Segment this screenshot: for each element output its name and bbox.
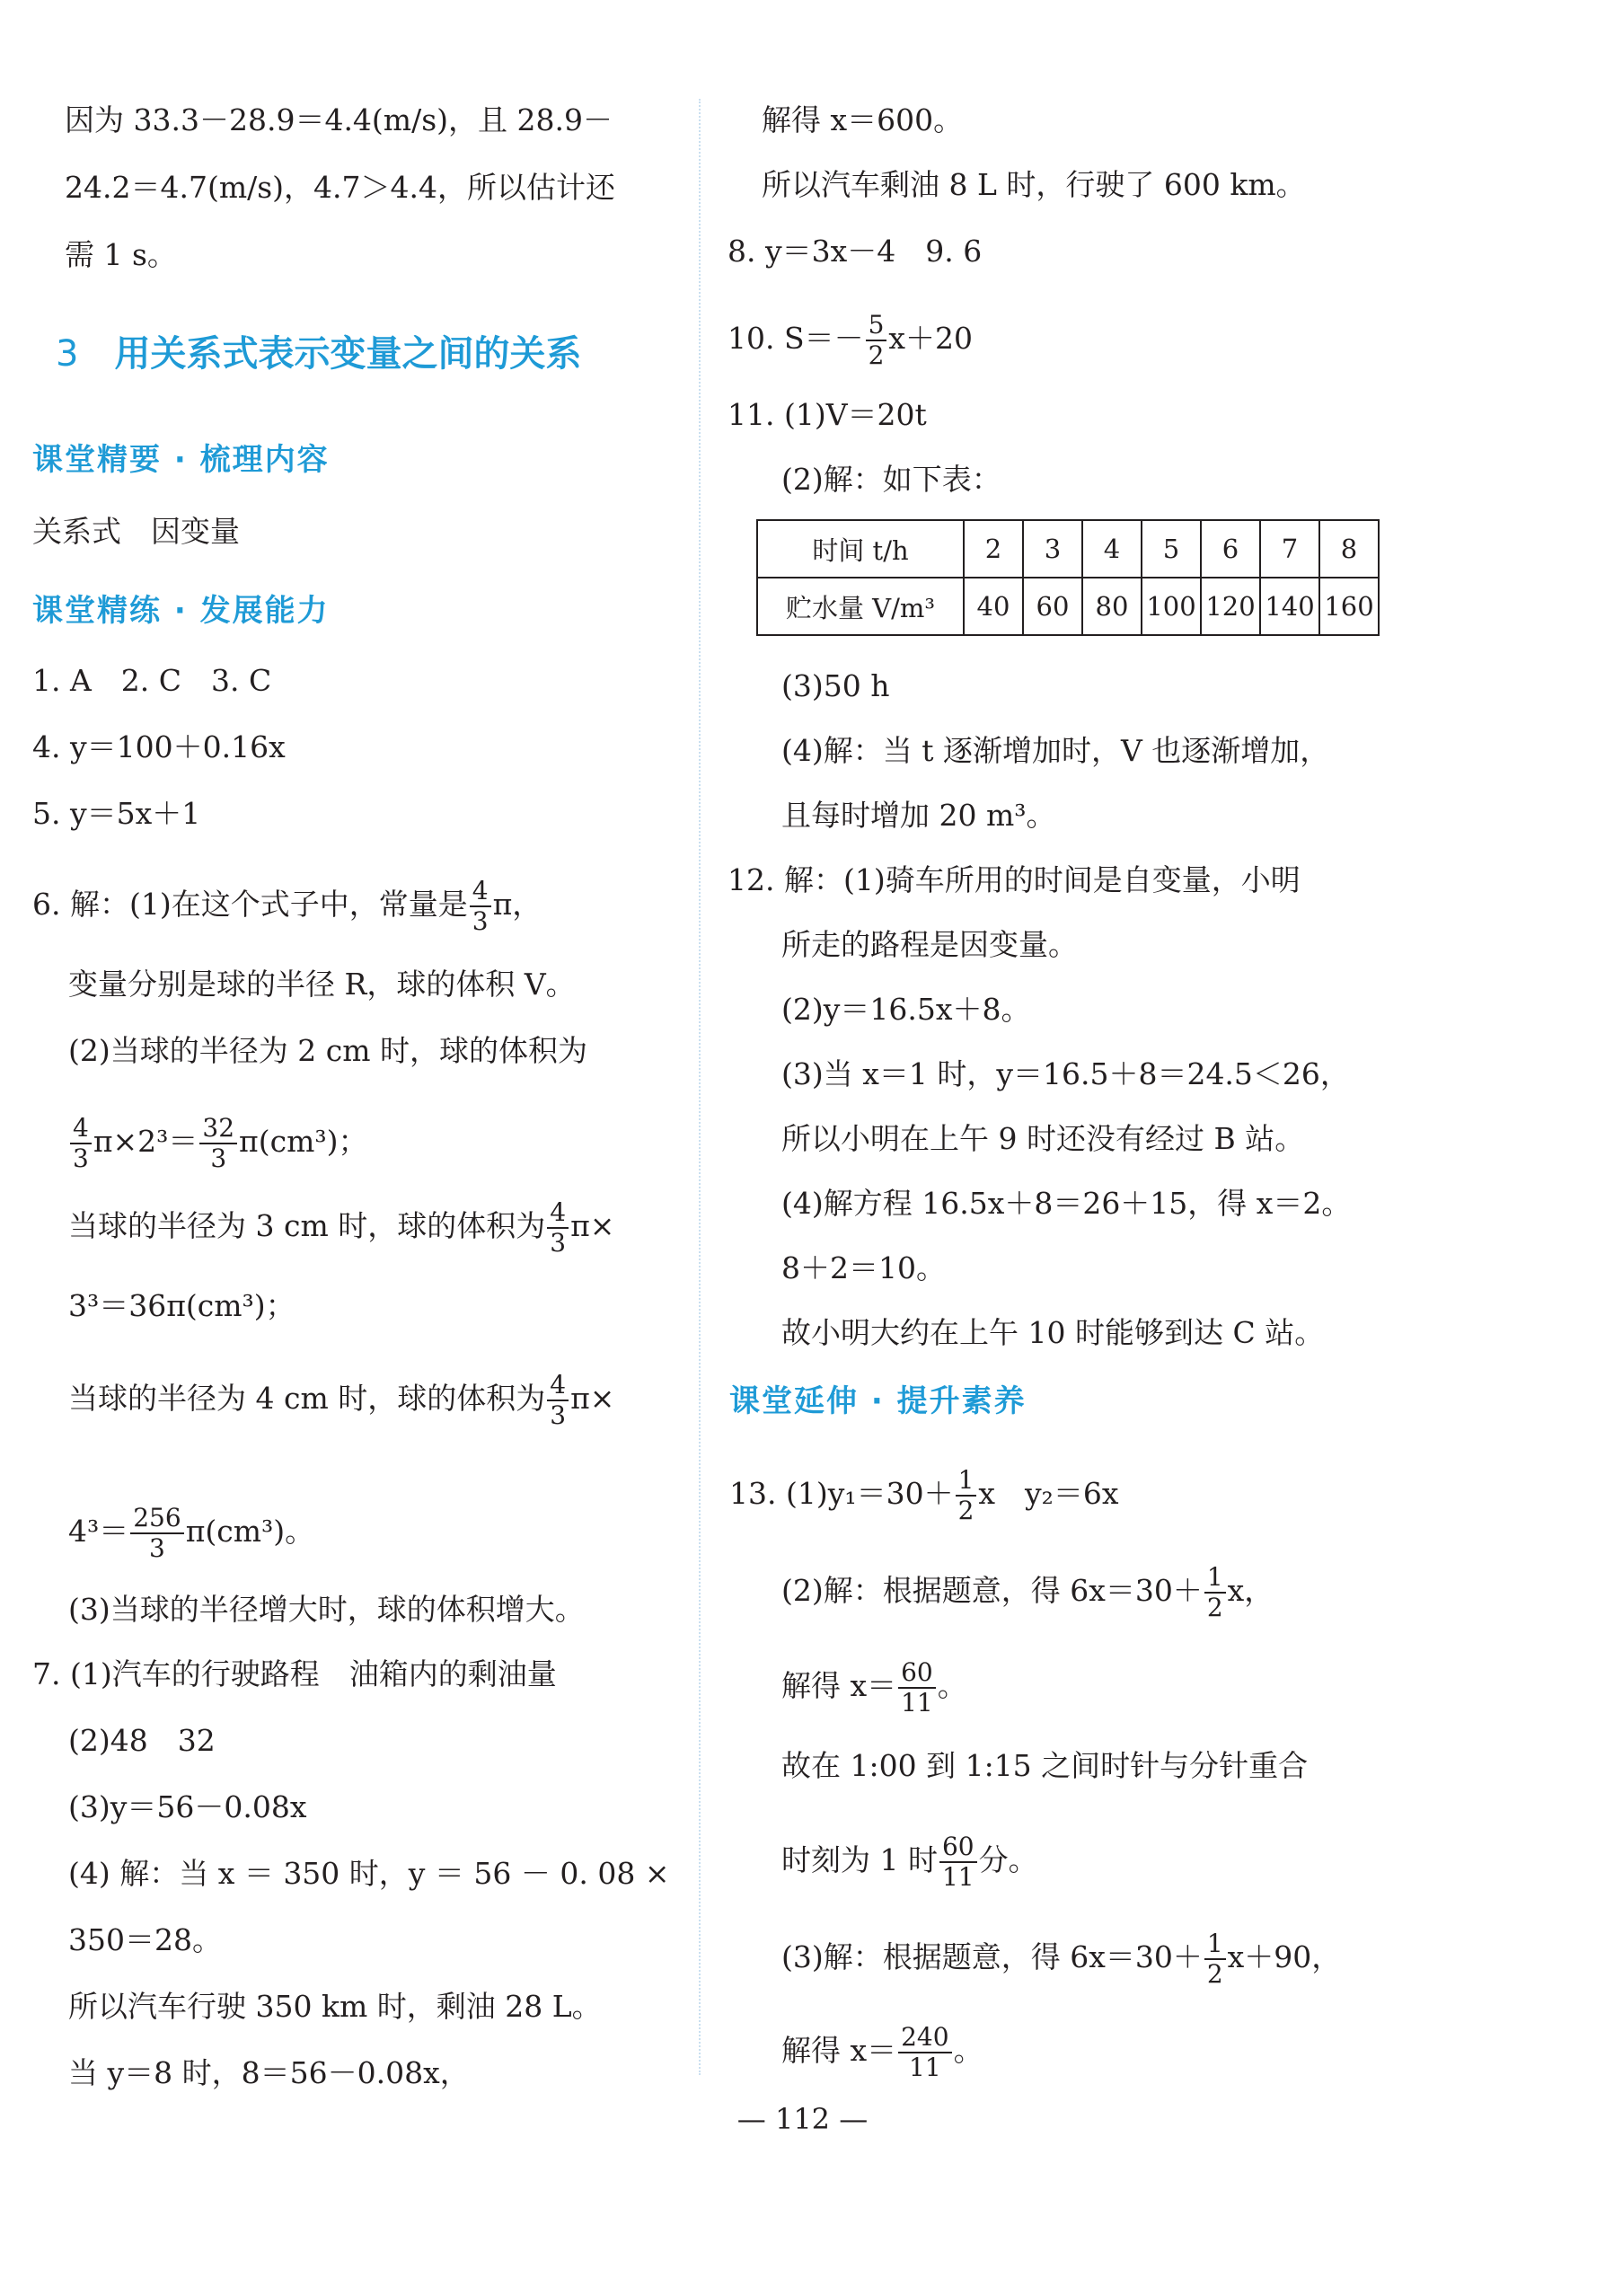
answer-13-solve-2 xyxy=(781,2023,983,2082)
table-cell: 3 xyxy=(1023,520,1082,578)
answer-7-y8: 当 y＝8 时，8＝56－0.08x， xyxy=(68,2055,470,2090)
q6-unit: π(cm³)； xyxy=(239,1124,368,1159)
fraction-1-2: $\frac{1}{2}$ xyxy=(1204,1563,1226,1622)
heading-practice: 课堂精练 · 发展能力 xyxy=(32,593,330,629)
q13-part2-tail: x， xyxy=(1227,1573,1274,1608)
heading-summary: 课堂精要 · 梳理内容 xyxy=(32,442,330,478)
heading-extension: 课堂延伸 · 提升素养 xyxy=(729,1383,1027,1419)
answer-12-b-station: 所以小明在上午 9 时还没有经过 B 站。 xyxy=(781,1121,1305,1156)
q6-text: 6. 解：(1)在这个式子中，常量是 xyxy=(32,887,468,922)
section-title-text: 用关系式表示变量之间的关系 xyxy=(114,333,582,375)
water-table xyxy=(756,519,1380,636)
q10-tail: x＋20 xyxy=(888,321,974,356)
answer-10 xyxy=(728,311,973,370)
table-cell: 40 xyxy=(964,578,1023,635)
answer-13-solve-1 xyxy=(781,1658,967,1718)
fraction-60-11: $\frac{60}{11}$ xyxy=(939,1832,977,1892)
answer-5: 5. y＝5x＋1 xyxy=(32,796,201,831)
answer-12-dependent: 所走的路程是因变量。 xyxy=(781,927,1078,962)
fraction-4-3: $\frac{4}{3}$ xyxy=(547,1198,569,1258)
table-cell: 80 xyxy=(1082,578,1142,635)
column-divider xyxy=(699,99,701,2075)
answer-13-part3 xyxy=(781,1930,1341,1989)
answer-6-volume-4 xyxy=(68,1504,314,1563)
fraction-4-3: $\frac{4}{3}$ xyxy=(70,1114,92,1173)
table-cell: 7 xyxy=(1260,520,1319,578)
left-line-1: 因为 33.3－28.9＝4.4(m/s)，且 28.9－ xyxy=(65,102,613,137)
q13-solve-tail: 。 xyxy=(937,1668,967,1703)
answer-4: 4. y＝100＋0.16x xyxy=(32,729,286,764)
answer-11-part1: 11. (1)V＝20t xyxy=(728,397,927,432)
answer-6-part1 xyxy=(32,877,542,936)
q13-solve2-head: 解得 x＝ xyxy=(781,2033,897,2068)
answer-11-part2: (2)解：如下表： xyxy=(781,462,1001,497)
answer-6-radius-4 xyxy=(68,1371,614,1430)
q6-unit: π(cm³)。 xyxy=(185,1514,315,1549)
answer-7-part2: (2)48 32 xyxy=(68,1723,216,1758)
fraction-1-2: $\frac{1}{2}$ xyxy=(1204,1930,1226,1989)
q6-radius4-text: 当球的半径为 4 cm 时，球的体积为 xyxy=(68,1381,546,1416)
q13-solve-head: 解得 x＝ xyxy=(781,1668,897,1703)
fraction-4-3: $\frac{4}{3}$ xyxy=(547,1371,569,1430)
answer-12-part4: (4)解方程 16.5x＋8＝26＋15，得 x＝2。 xyxy=(781,1186,1352,1221)
answer-8-9: 8. y＝3x－4 9. 6 xyxy=(728,234,983,269)
answer-7-conclusion: 所以汽车行驶 350 km 时，剩油 28 L。 xyxy=(68,1989,602,2024)
q13-part2-head: (2)解：根据题意，得 6x＝30＋ xyxy=(781,1573,1203,1608)
table-cell: 6 xyxy=(1201,520,1260,578)
table-cell: 140 xyxy=(1260,578,1319,635)
table-cell: 2 xyxy=(964,520,1023,578)
table-row-label-volume: 贮水量 V/m³ xyxy=(757,578,964,635)
table-cell: 5 xyxy=(1142,520,1201,578)
answer-6-variables: 变量分别是球的半径 R，球的体积 V。 xyxy=(68,967,576,1002)
answer-7-part4: (4) 解：当 x ＝ 350 时，y ＝ 56 － 0. 08 × xyxy=(68,1856,670,1891)
q6-expr: π×2³＝ xyxy=(93,1124,198,1159)
answer-6-part3: (3)当球的半径增大时，球的体积增大。 xyxy=(68,1592,585,1627)
answer-6-volume-3: 3³＝36π(cm³)； xyxy=(68,1288,295,1323)
fraction-5-2: $\frac{5}{2}$ xyxy=(866,311,887,370)
page-number: — 112 — xyxy=(736,2102,869,2136)
table-cell: 160 xyxy=(1319,578,1379,635)
left-line-3: 需 1 s。 xyxy=(65,237,177,272)
answer-1-3: 1. A 2. C 3. C xyxy=(32,663,272,698)
answer-7-part3: (3)y＝56－0.08x xyxy=(68,1789,307,1824)
table-cell: 100 xyxy=(1142,578,1201,635)
q13-tail: x y₂＝6x xyxy=(978,1476,1119,1511)
q6-head: 4³＝ xyxy=(68,1514,129,1549)
answer-13-time xyxy=(781,1832,1038,1892)
q13-time-tail: 分。 xyxy=(978,1842,1038,1877)
q13-part3-head: (3)解：根据题意，得 6x＝30＋ xyxy=(781,1939,1203,1974)
answer-12-conclusion: 故小明大约在上午 10 时能够到达 C 站。 xyxy=(781,1315,1325,1350)
answer-13-part2 xyxy=(781,1563,1274,1622)
answer-6-radius-3 xyxy=(68,1198,614,1258)
answer-13-overlap: 故在 1:00 到 1:15 之间时针与分针重合 xyxy=(781,1748,1309,1783)
table-row xyxy=(757,578,1379,635)
answer-pre: 关系式 因变量 xyxy=(32,514,240,549)
fraction-60-11: $\frac{60}{11}$ xyxy=(898,1658,936,1718)
q6-radius3-text: 当球的半径为 3 cm 时，球的体积为 xyxy=(68,1208,546,1243)
answer-7-part1: 7. (1)汽车的行驶路程 油箱内的剩油量 xyxy=(32,1656,557,1691)
table-cell: 60 xyxy=(1023,578,1082,635)
answer-12-part1: 12. 解：(1)骑车所用的时间是自变量，小明 xyxy=(728,862,1301,897)
fraction-32-3: $\frac{32}{3}$ xyxy=(199,1114,237,1173)
q13-solve2-tail: 。 xyxy=(953,2033,983,2068)
fraction-4-3: $\frac{4}{3}$ xyxy=(470,877,491,936)
q13-head: 13. (1)y₁＝30＋ xyxy=(729,1476,954,1511)
answer-6-part2: (2)当球的半径为 2 cm 时，球的体积为 xyxy=(68,1033,587,1068)
answer-11-part4: (4)解：当 t 逐渐增加时，V 也逐渐增加， xyxy=(781,733,1330,768)
table-cell: 120 xyxy=(1201,578,1260,635)
right-line-1: 解得 x＝600。 xyxy=(762,102,964,137)
fraction-1-2: $\frac{1}{2}$ xyxy=(956,1466,977,1525)
fraction-256-3: $\frac{256}{3}$ xyxy=(130,1504,183,1563)
answer-12-part3: (3)当 x＝1 时，y＝16.5＋8＝24.5＜26， xyxy=(781,1056,1350,1091)
table-cell: 4 xyxy=(1082,520,1142,578)
q6-times: π× xyxy=(570,1381,615,1416)
answer-11-part3: (3)50 h xyxy=(781,668,890,703)
right-line-2: 所以汽车剩油 8 L 时，行驶了 600 km。 xyxy=(762,167,1306,202)
q13-part3-tail: x＋90， xyxy=(1227,1939,1342,1974)
table-cell: 8 xyxy=(1319,520,1379,578)
q10-head: 10. S＝－ xyxy=(728,321,864,356)
fraction-240-11: $\frac{240}{11}$ xyxy=(898,2023,951,2082)
answer-12-part2: (2)y＝16.5x＋8。 xyxy=(781,992,1031,1027)
q6-pi: π， xyxy=(492,887,542,922)
section-number: 3 xyxy=(56,333,79,375)
table-row-label-time: 时间 t/h xyxy=(757,520,964,578)
answer-6-volume-2 xyxy=(68,1114,368,1173)
answer-11-rate: 且每时增加 20 m³。 xyxy=(781,798,1056,833)
table-row xyxy=(757,520,1379,578)
left-line-2: 24.2＝4.7(m/s)，4.7＞4.4，所以估计还 xyxy=(65,170,616,205)
answer-12-sum: 8＋2＝10。 xyxy=(781,1250,946,1285)
answer-13-part1 xyxy=(729,1466,1119,1525)
q13-time-head: 时刻为 1 时 xyxy=(781,1842,938,1877)
section-title xyxy=(56,325,581,376)
q6-times: π× xyxy=(570,1208,615,1243)
answer-7-result: 350＝28。 xyxy=(68,1922,222,1957)
